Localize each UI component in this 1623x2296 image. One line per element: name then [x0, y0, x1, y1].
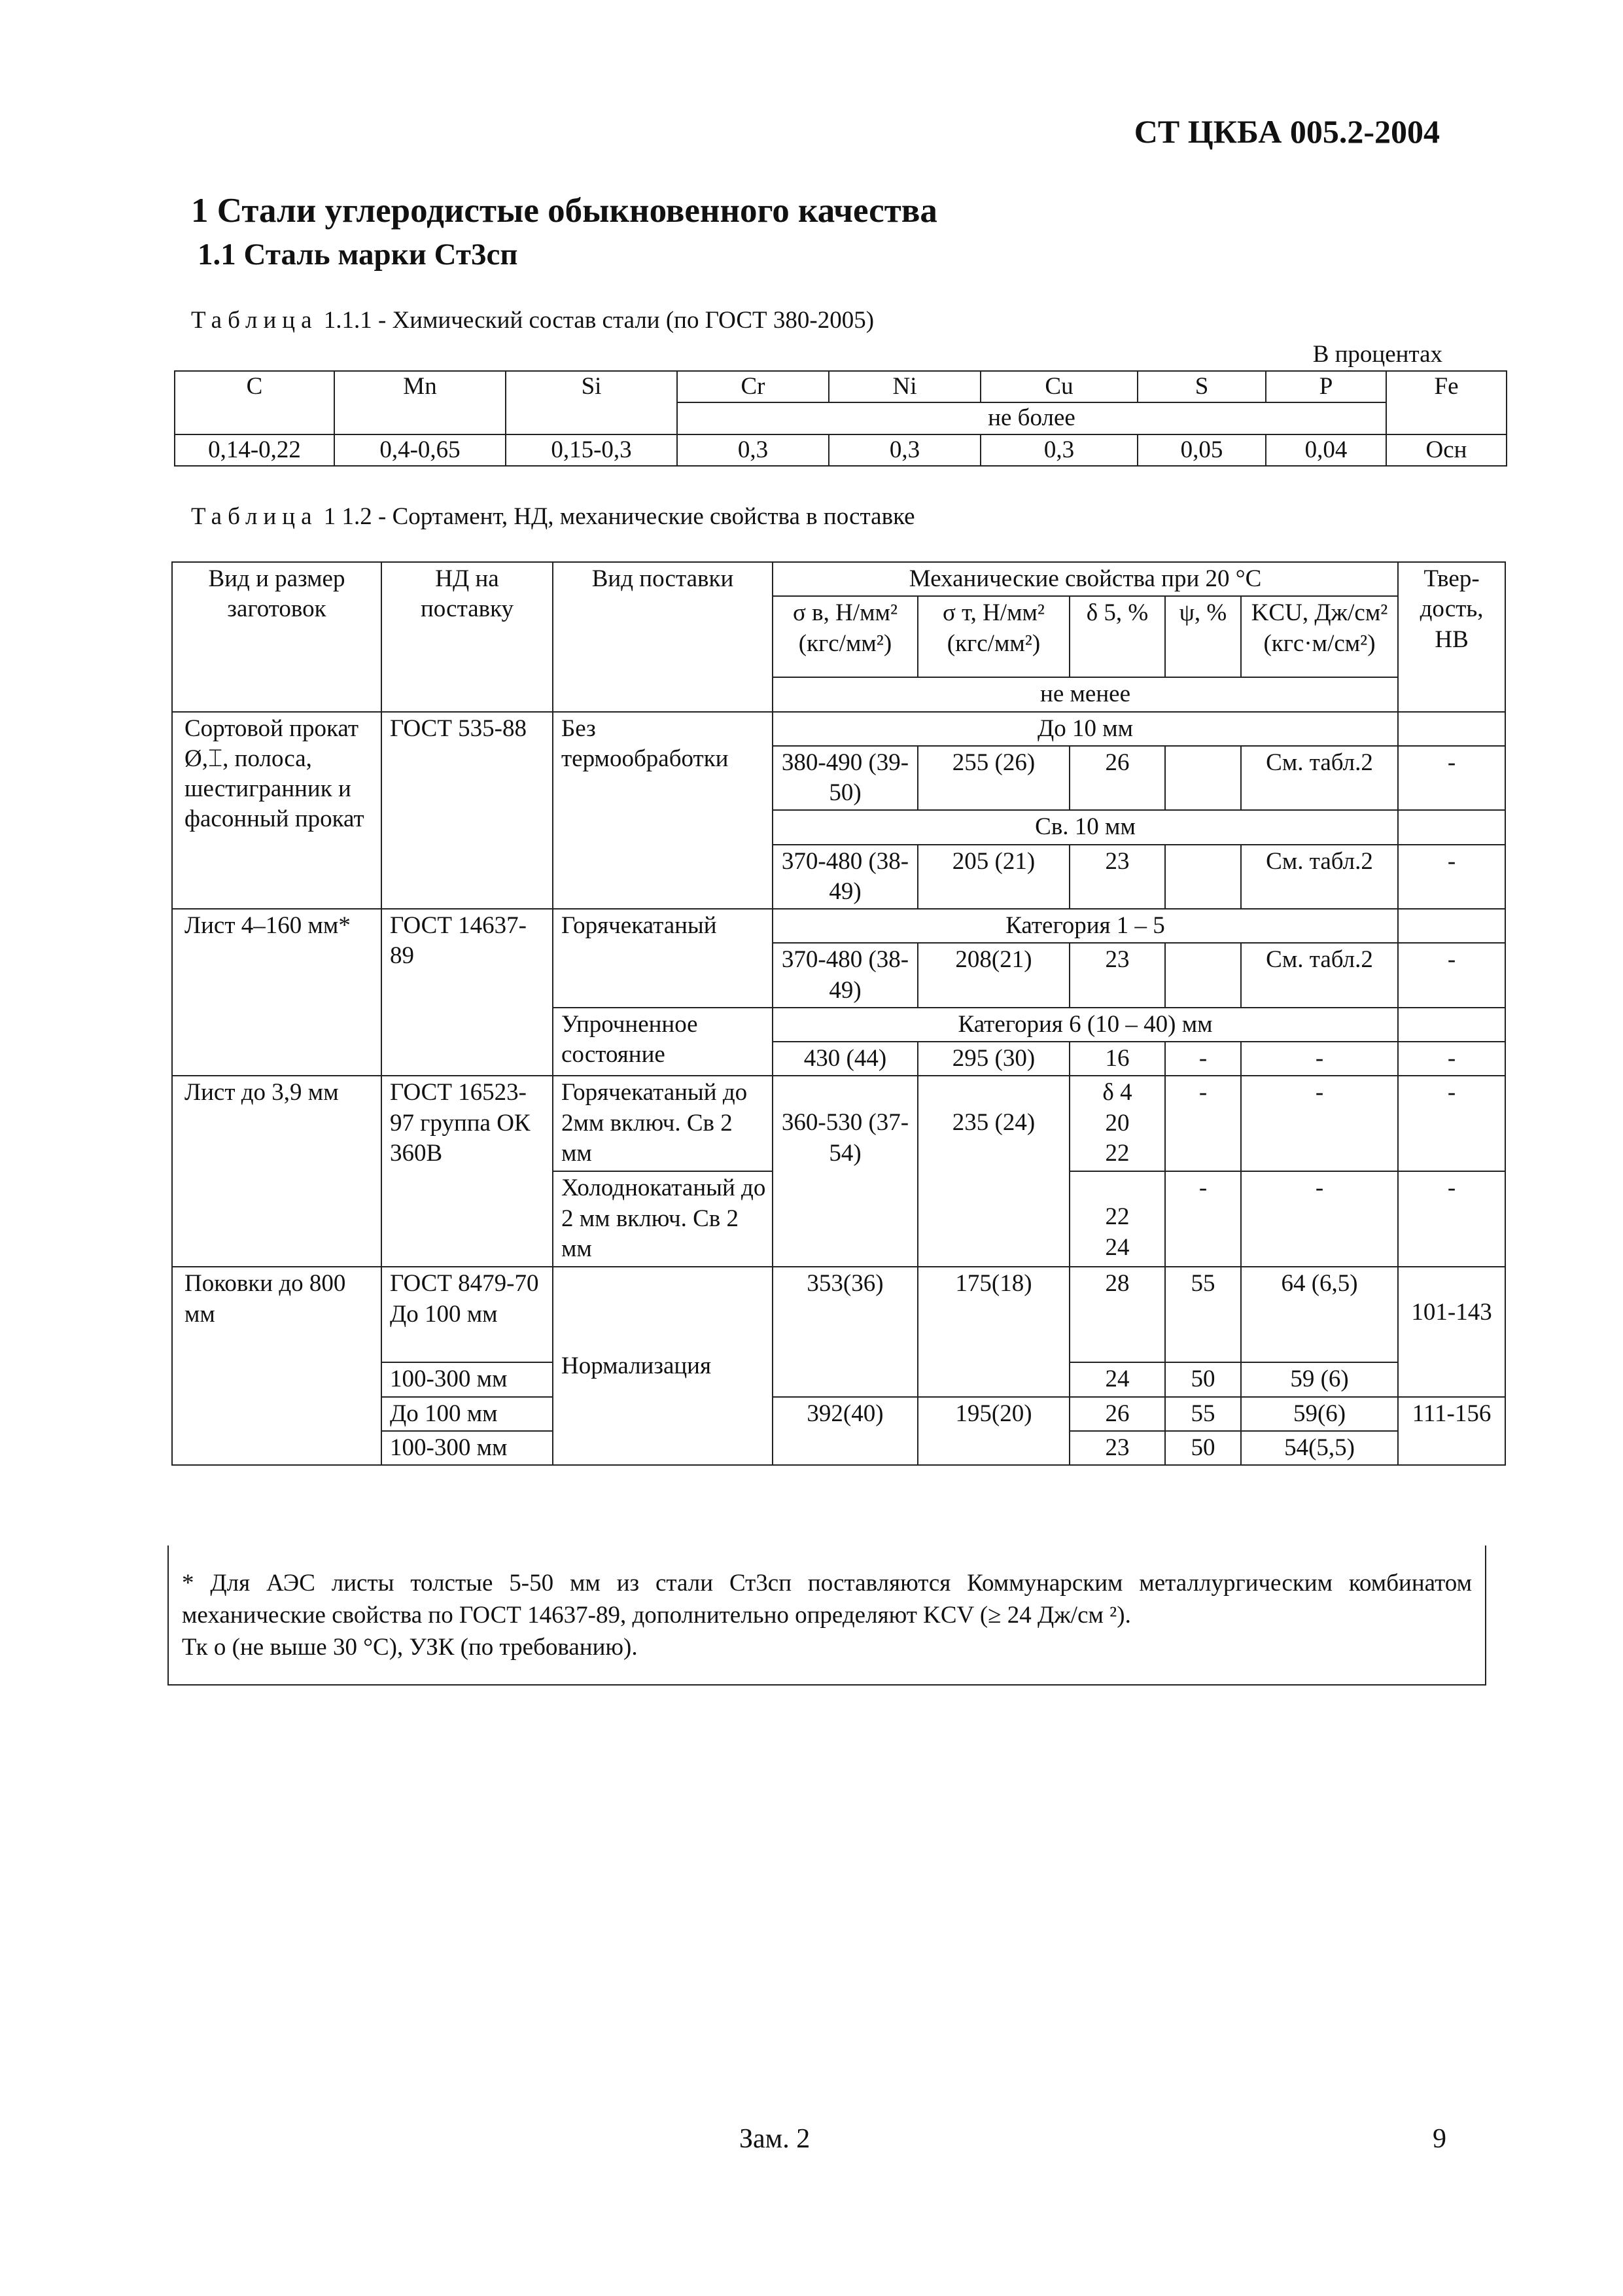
kcu-cell: См. табл.2 [1241, 746, 1398, 811]
kcu-cell: 54(5,5) [1241, 1431, 1398, 1465]
supply-cell: Горячекатаный [553, 909, 773, 1008]
delta-cell: 26 [1070, 1397, 1165, 1431]
kcu-cell: 59(6) [1241, 1397, 1398, 1431]
delta-cell [1070, 1171, 1165, 1267]
delta-cell: 23 [1070, 1431, 1165, 1465]
table2-header-row [172, 562, 1505, 596]
sigma-t-cell: 175(18) [918, 1267, 1070, 1396]
supply-cell: Нормализация [553, 1267, 773, 1465]
delta-cell: 24 [1070, 1362, 1165, 1396]
product-type-cell: Лист до 3,9 мм [172, 1076, 381, 1267]
hardness-cell: - [1398, 845, 1505, 910]
delta-cell: 23 [1070, 845, 1165, 910]
psi-cell: - [1165, 1042, 1241, 1076]
psi-cell: 55 [1165, 1397, 1241, 1431]
nd-cell: ГОСТ 16523-97 группа ОК 360В [381, 1076, 553, 1267]
header-cell: Ni [829, 371, 981, 402]
hardness-cell: - [1398, 1171, 1505, 1267]
sigma-v-cell: 380-490 (39-50) [773, 746, 918, 811]
header-cell: Fe [1386, 371, 1507, 434]
category-cell: Категория 1 – 5 [773, 909, 1398, 943]
hardness-header: Твер-дость, НВ [1398, 562, 1505, 712]
delta-cell: 28 [1070, 1267, 1165, 1362]
size-range-cell: До 10 мм [773, 712, 1398, 746]
table2-caption [191, 503, 915, 531]
psi-cell: - [1165, 1076, 1241, 1171]
supply-cell: Без термообработки [553, 712, 773, 910]
sigma-v-cell: 353(36) [773, 1267, 918, 1396]
header-cell: P [1266, 371, 1386, 402]
sigma-t-cell: 195(20) [918, 1397, 1070, 1466]
delta-cell: 16 [1070, 1042, 1165, 1076]
table1-units: В процентах [1312, 341, 1442, 368]
psi-cell: 50 [1165, 1362, 1241, 1396]
table1-value-row [175, 434, 1507, 466]
table2-caption-text: 1 1.2 - Сортамент, НД, механические свойства в поставке [323, 503, 915, 530]
kcu-cell: См. табл.2 [1241, 845, 1398, 910]
nd-cell: 100-300 мм [381, 1362, 553, 1396]
table2-caption-word: Таблица [191, 503, 318, 530]
product-type-cell: Поковки до 800 мм [172, 1267, 381, 1465]
chemical-composition-table [174, 370, 1507, 467]
psi-cell [1165, 746, 1241, 811]
value-cell: Осн [1386, 434, 1507, 466]
table-row [172, 1076, 1505, 1171]
value-cell: 0,04 [1266, 434, 1386, 466]
supply-cell: Горячекатаный до 2мм включ. Св 2 мм [553, 1076, 773, 1171]
sigma-v-cell: 430 (44) [773, 1042, 918, 1076]
delta-value: 22 [1105, 1139, 1130, 1167]
hardness-cell: - [1398, 746, 1505, 811]
nd-size: До 100 мм [390, 1300, 498, 1328]
header-cell: Si [506, 371, 677, 434]
change-number: Зам. 2 [739, 2124, 811, 2154]
col-type-header: Вид и размер заготовок [172, 562, 381, 712]
hardness-cell: 101-143 [1398, 1267, 1505, 1396]
mech-props-header: Механические свойства при 20 °С [773, 562, 1398, 596]
footnote-text: Тк о (не выше 30 °С), УЗК (по требованию). [182, 1633, 638, 1661]
sigma-t-cell: 255 (26) [918, 746, 1070, 811]
size-range-cell: Св. 10 мм [773, 810, 1398, 844]
kcu-cell: - [1241, 1076, 1398, 1171]
hardness-cell [1398, 909, 1505, 943]
psi-header: ψ, % [1165, 596, 1241, 677]
value-cell: 0,4-0,65 [334, 434, 506, 466]
delta-value: 24 [1105, 1233, 1130, 1261]
delta-cell: 23 [1070, 943, 1165, 1008]
sigma-t-cell: 205 (21) [918, 845, 1070, 910]
hardness-cell [1398, 1008, 1505, 1042]
sigma-t-cell: 295 (30) [918, 1042, 1070, 1076]
table1-caption-word: Таблица [191, 307, 318, 334]
kcu-header: KCU, Дж/см² (кгс·м/см²) [1241, 596, 1398, 677]
kcu-cell: - [1241, 1042, 1398, 1076]
nd-cell: ГОСТ 14637-89 [381, 909, 553, 1076]
delta-cell: 26 [1070, 746, 1165, 811]
header-cell: Cu [981, 371, 1138, 402]
delta-label: δ 4 [1102, 1079, 1132, 1106]
psi-cell: 55 [1165, 1267, 1241, 1362]
sigma-t-cell: 208(21) [918, 943, 1070, 1008]
kcu-cell: - [1241, 1171, 1398, 1267]
hardness-cell [1398, 810, 1505, 844]
hardness-cell: 111-156 [1398, 1397, 1505, 1466]
delta-value: 22 [1105, 1203, 1130, 1231]
delta-value: 20 [1105, 1109, 1130, 1137]
psi-cell: 50 [1165, 1431, 1241, 1465]
supply-cell: Холоднокатаный до 2 мм включ. Св 2 мм [553, 1171, 773, 1267]
col-nd-header: НД на поставку [381, 562, 553, 712]
kcu-cell: 59 (6) [1241, 1362, 1398, 1396]
value-cell: 0,3 [981, 434, 1138, 466]
value-cell: 0,14-0,22 [175, 434, 334, 466]
product-type-cell: Сортовой прокат Ø,⌶, полоса, шестигранник и фасонный прокат [172, 712, 381, 910]
table-row [172, 712, 1505, 746]
header-cell: S [1138, 371, 1266, 402]
value-cell: 0,15-0,3 [506, 434, 677, 466]
section-title: 1 Стали углеродистые обыкновенного качества [191, 192, 937, 230]
page-number: 9 [1433, 2124, 1446, 2154]
document-id: СТ ЦКБА 005.2-2004 [1134, 113, 1440, 150]
supply-cell: Упрочненное состояние [553, 1008, 773, 1076]
footnote-text: * Для АЭС листы толстые 5-50 мм из стали Ст3сп поставляются Коммунарским металлургическим комбинатом механические свойства по ГОСТ 14637-89, дополнительно определяют KCV (≥ 24 Дж/см ²). [182, 1570, 1472, 1629]
sigma-t-cell: 235 (24) [918, 1076, 1070, 1267]
header-cell: Mn [334, 371, 506, 434]
hardness-cell: - [1398, 1042, 1505, 1076]
value-cell: 0,05 [1138, 434, 1266, 466]
table-row [172, 1267, 1505, 1362]
table1-caption [191, 306, 874, 334]
hardness-cell: - [1398, 943, 1505, 1008]
mechanical-properties-table [171, 561, 1506, 1466]
not-less-cell: не менее [773, 677, 1398, 711]
value-cell: 0,3 [829, 434, 981, 466]
section-subtitle: 1.1 Сталь марки Ст3сп [198, 238, 518, 272]
table1-caption-text: 1.1.1 - Химический состав стали (по ГОСТ 380-2005) [323, 307, 875, 334]
product-type-cell: Лист 4–160 мм* [172, 909, 381, 1076]
sigma-v-cell: 370-480 (38-49) [773, 943, 918, 1008]
sigma-v-cell: 360-530 (37-54) [773, 1076, 918, 1267]
kcu-cell: 64 (6,5) [1241, 1267, 1398, 1362]
sigma-t-header: σ т, Н/мм² (кгс/мм²) [918, 596, 1070, 677]
nd-standard: ГОСТ 8479-70 [390, 1270, 539, 1298]
value-cell: 0,3 [677, 434, 829, 466]
subheader-cell: не более [677, 402, 1386, 434]
col-supply-header: Вид поставки [553, 562, 773, 712]
sigma-v-cell: 370-480 (38-49) [773, 845, 918, 910]
table2-footnote [167, 1545, 1486, 1686]
sigma-v-cell: 392(40) [773, 1397, 918, 1466]
nd-cell [381, 1267, 553, 1362]
delta-cell [1070, 1076, 1165, 1171]
hardness-cell [1398, 712, 1505, 746]
psi-cell [1165, 943, 1241, 1008]
table1-header-row [175, 371, 1507, 402]
nd-cell: 100-300 мм [381, 1431, 553, 1465]
header-cell: C [175, 371, 334, 434]
psi-cell: - [1165, 1171, 1241, 1267]
table-row [172, 909, 1505, 943]
header-cell: Cr [677, 371, 829, 402]
category-cell: Категория 6 (10 – 40) мм [773, 1008, 1398, 1042]
kcu-cell: См. табл.2 [1241, 943, 1398, 1008]
nd-cell: До 100 мм [381, 1397, 553, 1431]
delta-header: δ 5, % [1070, 596, 1165, 677]
sigma-v-header: σ в, Н/мм² (кгс/мм²) [773, 596, 918, 677]
psi-cell [1165, 845, 1241, 910]
hardness-cell: - [1398, 1076, 1505, 1171]
nd-cell: ГОСТ 535-88 [381, 712, 553, 910]
